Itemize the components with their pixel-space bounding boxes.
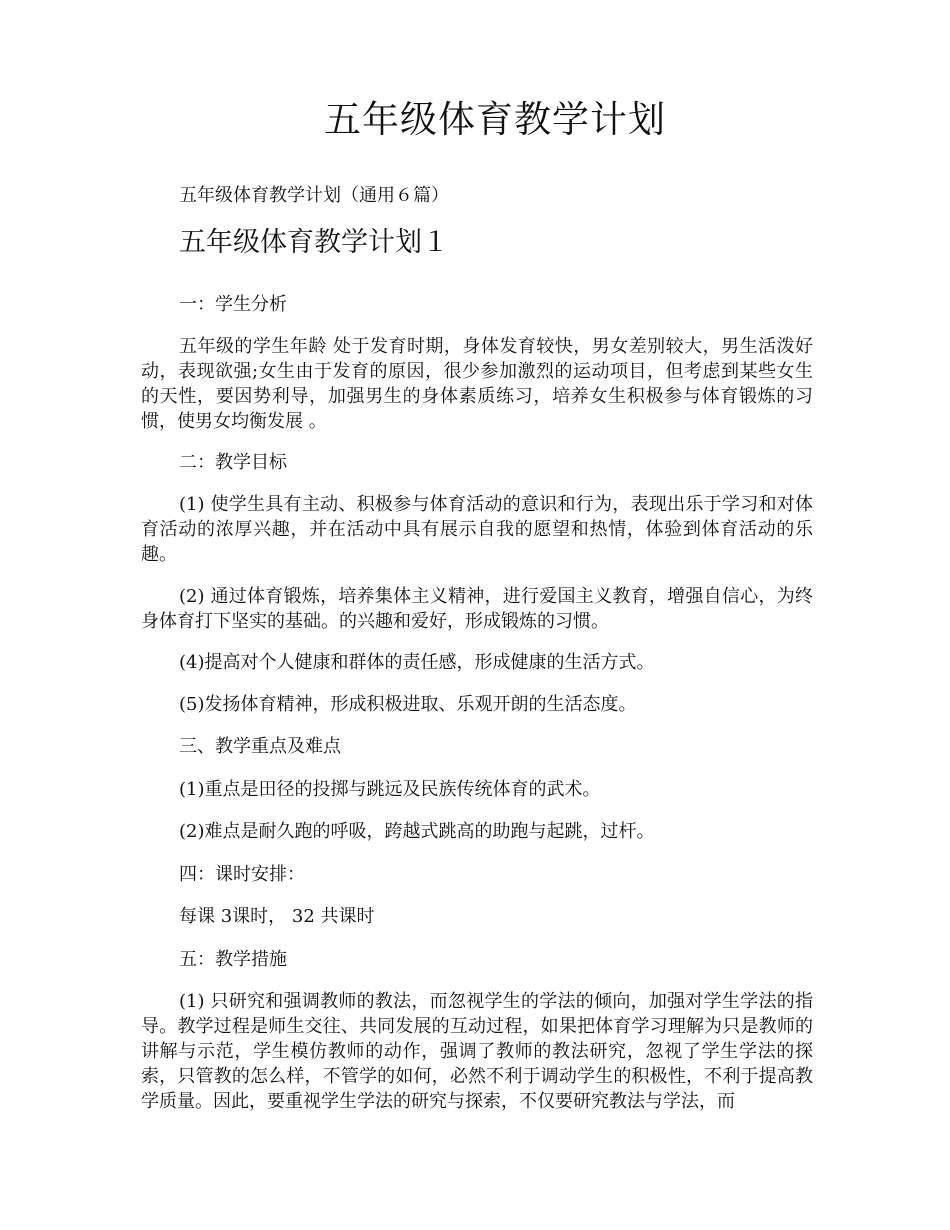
document-subtitle: 五年级体育教学计划（通用６篇） <box>179 185 449 206</box>
heading-teaching-measures: 五：教学措施 <box>179 949 287 970</box>
paragraph-difficult-point: (2)难点是耐久跑的呼吸，跨越式跳高的助跑与起跳，过杆。 <box>179 821 655 842</box>
document-title: 五年级体育教学计划 <box>324 98 666 141</box>
paragraph-key-point: (1)重点是田径的投掷与跳远及民族传统体育的武术。 <box>179 779 601 800</box>
heading-teaching-goals: 二：教学目标 <box>179 452 287 473</box>
paragraph-class-hours: 每课 3课时， 32 共课时 <box>179 906 375 927</box>
paragraph-goal-4: (4)提高对个人健康和群体的责任感，形成健康的生活方式。 <box>179 652 655 673</box>
paragraph-goal-5: (5)发扬体育精神，形成积极进取、乐观开朗的生活态度。 <box>179 694 637 715</box>
paragraph-goal-1: (1) 使学生具有主动、积极参与体育活动的意识和行为，表现出乐于学习和对体育活动的浓厚兴趣，并在活动中具有展示自我的愿望和热情，体验到体育活动的乐趣。 <box>141 494 813 565</box>
heading-key-points: 三、教学重点及难点 <box>179 736 341 757</box>
heading-student-analysis: 一：学生分析 <box>179 294 287 315</box>
paragraph-student-analysis: 五年级的学生年龄 处于发育时期，身体发育较快，男女差别较大，男生活泼好动，表现欲强;女生由于发育的原因，很少参加激烈的运动项目，但考虑到某些女生的天性，要因势利导，加强男生的身体素质练习，培养女生积极参与体育锻炼的习惯，使男女均衡发展 。 <box>141 336 813 432</box>
heading-class-hours: 四：课时安排： <box>179 864 305 885</box>
section-title: 五年级体育教学计划１ <box>179 227 449 258</box>
paragraph-teaching-measures: (1) 只研究和强调教师的教法，而忽视学生的学法的倾向，加强对学生学法的指导。教学过程是师生交往、共同发展的互动过程，如果把体育学习理解为只是教师的讲解与示范，学生模仿教师的动作，强调了教师的教法研究，忽视了学生学法的探索，只管教的怎么样，不管学的如何，必然不利于调动学生的积极性，不利于提高教学质量。因此，要重视学生学法的研究与探索，不仅要研究教法与学法，而 <box>141 991 813 1112</box>
paragraph-goal-2: (2) 通过体育锻炼，培养集体主义精神，进行爱国主义教育，增强自信心，为终身体育打下坚实的基础。的兴趣和爱好，形成锻炼的习惯。 <box>141 586 813 632</box>
